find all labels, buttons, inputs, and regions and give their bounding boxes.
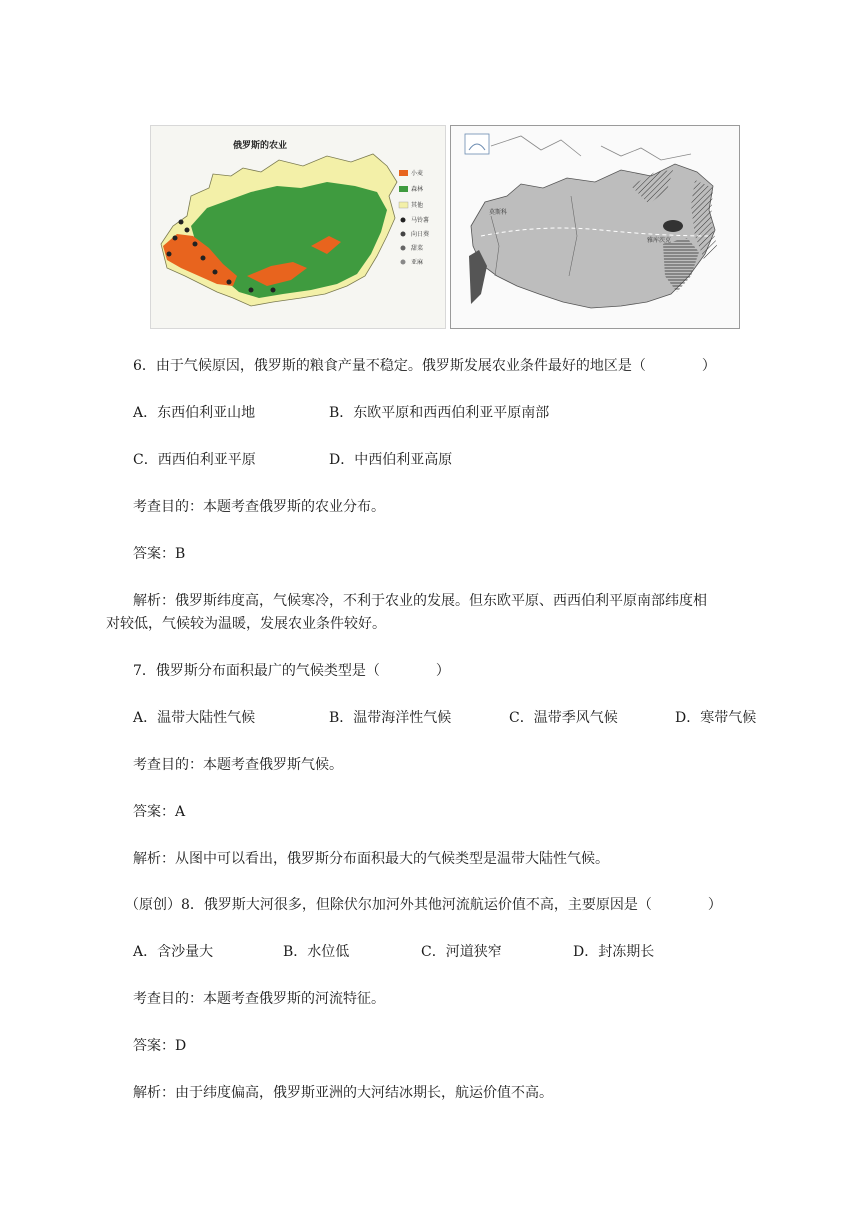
question-6-option-a: A．东西伯利亚山地	[133, 405, 256, 421]
label-yakutsk: 雅库茨克	[647, 237, 672, 244]
legend-forest: 森林	[411, 186, 424, 193]
agriculture-map-drawing	[151, 126, 447, 330]
question-8-stem: （原创）8．俄罗斯大河很多，但除伏尔加河外其他河流航运价值不高，主要原因是（ ）	[125, 897, 722, 913]
question-6-option-d: D．中西伯利亚高原	[329, 452, 453, 468]
question-6-analysis-line-2: 对较低，气候较为温暖，发展农业条件较好。	[106, 616, 386, 632]
legend-beet: 甜菜	[411, 245, 424, 252]
question-7-stem: 7．俄罗斯分布面积最广的气候类型是（ ）	[133, 663, 450, 679]
label-moscow: 莫斯科	[489, 209, 508, 216]
question-7-option-d: D．寒带气候	[675, 710, 757, 726]
legend-sunflower: 向日葵	[411, 231, 430, 238]
question-6-purpose: 考查目的：本题考查俄罗斯的农业分布。	[133, 499, 385, 515]
question-7-purpose: 考查目的：本题考查俄罗斯气候。	[133, 757, 343, 773]
question-8-answer: 答案：D	[133, 1038, 187, 1054]
legend-potato: 马铃薯	[411, 217, 430, 224]
agriculture-map	[150, 125, 446, 329]
question-7-option-a: A．温带大陆性气候	[133, 710, 256, 726]
question-8-option-a: A．含沙量大	[133, 944, 214, 960]
agriculture-map-title: 俄罗斯的农业	[233, 141, 288, 151]
question-6-option-c: C．西西伯利亚平原	[133, 452, 256, 468]
question-6-stem: 6．由于气候原因，俄罗斯的粮食产量不稳定。俄罗斯发展农业条件最好的地区是（ ）	[133, 358, 716, 374]
question-6-answer: 答案：B	[133, 546, 186, 562]
question-8-purpose: 考查目的：本题考查俄罗斯的河流特征。	[133, 991, 385, 1007]
question-8-analysis: 解析：由于纬度偏高，俄罗斯亚洲的大河结冰期长，航运价值不高。	[133, 1085, 553, 1101]
question-8-option-c: C．河道狭窄	[421, 944, 502, 960]
climate-map-drawing	[451, 126, 741, 330]
legend-other: 其他	[411, 202, 424, 209]
legend-wheat: 小麦	[411, 170, 424, 177]
russia-maps-figure	[150, 125, 740, 329]
question-7-option-b: B．温带海洋性气候	[329, 710, 452, 726]
question-6-option-b: B．东欧平原和西西伯利亚平原南部	[329, 405, 550, 421]
agriculture-map-legend	[399, 169, 429, 266]
climate-map	[450, 125, 740, 329]
question-6-analysis-line-1: 解析：俄罗斯纬度高，气候寒冷，不利于农业的发展。但东欧平原、西西伯利平原南部纬度相	[133, 593, 707, 609]
question-7-analysis: 解析：从图中可以看出，俄罗斯分布面积最大的气候类型是温带大陆性气候。	[133, 851, 609, 867]
question-7-answer: 答案：A	[133, 804, 186, 820]
question-8-option-d: D．封冻期长	[573, 944, 655, 960]
legend-flax: 亚麻	[411, 259, 424, 266]
question-8-option-b: B．水位低	[283, 944, 350, 960]
question-7-option-c: C．温带季风气候	[509, 710, 618, 726]
